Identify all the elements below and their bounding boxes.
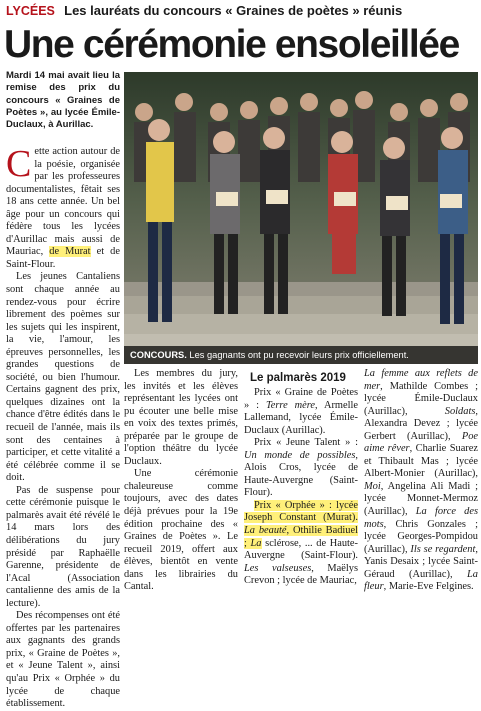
prize-orphee-title-1: La beauté (244, 525, 287, 537)
title-poe-aime-rever: Poe aime rêver (364, 430, 478, 455)
drop-cap: C (6, 143, 32, 185)
prize-jeune-talent-winner: , Alois Cros, lycée de Haute-Auvergne (Saint-Flour). (244, 449, 358, 499)
paragraph-4: Des récompenses ont été offertes par les partenaires aux gagnants des grands prix, « Graine de Poètes », et « Jeune Talent », ainsi qu'au Prix « Orphée » du lycée de chaque établissement. (6, 610, 120, 710)
prize-orphee-rest: sclérose, ... de Haute-Auvergne (Saint-Flour). (244, 537, 358, 562)
palmares-continued (364, 368, 478, 594)
section-rubric: LYCÉES (6, 4, 55, 18)
paragraph-1-end: et de Saint-Flour. (6, 246, 120, 270)
group-photo-illustration (124, 72, 478, 364)
photo-caption (124, 346, 478, 364)
winner-combes: , Mathilde Combes ; lycée Émile-Duclaux (Aurillac), (364, 380, 478, 417)
prize-graine (244, 387, 358, 437)
paragraph-3: Pas de suspense pour cette cérémonie puisque le palmarès avait été révélé le 14 mars lors des délibérations du jury présidé par Raphaëlle Garenne, présidente de l'Acal (Association cantalienne des amis de la lecture). (6, 484, 120, 609)
title-ils-se-regardent: Ils se regardent (410, 543, 476, 555)
paragraph-1 (6, 143, 120, 271)
chapo: Mardi 14 mai avait lieu la remise des prix du concours « Graines de Poètes », au lycée Émile-Duclaux, à Aurillac. (6, 70, 120, 131)
group-photo (124, 72, 478, 364)
article-column-2 (124, 368, 238, 593)
paragraph-6: Une cérémonie chaleureuse comme toujours, avec des dates déjà prévues pour la 19e édition prochaine des « Graines de Poètes ». Le recueil 2019, offert aux élèves, bientôt en vente dans les librairies du Cantal. (124, 468, 238, 593)
prize-graine-winner: , Armelle Lallemand, lycée Émile-Duclaux (Aurillac). (244, 399, 358, 436)
winner-ali-madi: , Angelina Ali Madi ; lycée Monnet-Mermoz (Aurillac), (364, 480, 478, 518)
title-force-des-mots: La force des mots (364, 506, 478, 530)
winner-desaix: , Yanis Desaix ; lycée Saint-Géraud (Aurillac), (364, 543, 478, 580)
title-moi: Moi (364, 480, 381, 492)
prize-jeune-talent (244, 437, 358, 500)
prize-jeune-talent-label: Prix « Jeune Talent » : (254, 437, 358, 449)
prize-orphee-title-2: La (250, 537, 262, 549)
prize-orphee-label: Prix « Orphée » : lycée Joseph Constant (Murat). (244, 499, 358, 524)
title-femme-aux-reflets: La femme aux reflets de mer (364, 368, 478, 392)
prize-jeune-talent-title: Un monde de possibles (244, 449, 356, 461)
prize-orphee-winner-1: , Othilie Badiuel ; (244, 525, 358, 549)
article-column-1 (6, 143, 120, 710)
winner-suarez-mas: , Charlie Suarez et Thibault Mas ; lycée Albert-Monier (Aurillac), (364, 443, 478, 480)
highlight-murat: de Murat (49, 246, 91, 258)
prize-graine-title: Terre mère (265, 399, 315, 411)
caption-label: CONCOURS. (130, 350, 187, 360)
paragraph-5: Les membres du jury, les invités et les élèves représentant les lycées ont pu écouter une belle mise en voix des textes primés, préparée par le groupe de l'option théâtre du lycée Duclaux. (124, 368, 238, 467)
title-la-fleur: La fleur (364, 568, 478, 593)
palmares-column (244, 368, 358, 587)
paragraph-1-text: ette action autour de la poésie, organisée par les professeures documentalistes, fêtait ses 18 ans cette année. Un bel âge pour un concours qui fédère tous les lycées d'Aurillac mais aussi de Mauriac, (6, 146, 120, 258)
prize-graine-label: Prix « Graine de Poètes » : (244, 387, 358, 411)
winner-devez: , Alexandra Devez ; lycée Gerbert (Aurillac), (364, 405, 478, 442)
prize-orphee-title-3: Les valseuses (244, 562, 312, 574)
kicker-text: Les lauréats du concours « Graines de poètes » réunis (64, 3, 403, 18)
palmares-title: Le palmarès 2019 (250, 372, 346, 384)
caption-text: Les gagnants ont pu recevoir leurs prix officiellement. (189, 350, 409, 360)
headline: Une cérémonie ensoleillée (4, 23, 459, 66)
paragraph-2: Les jeunes Cantaliens sont chaque année au rendez-vous pour écrire librement des poèmes sur les sujets qui les inspirent, la vie, l'amour, les épreuves personnelles, les grandes questions de société, ou bien l'humour. Certains gagnent des prix, quelques dizaines ont la chance d'être édités dans le recueil de l'année, mais ils sont des centaines à participer, et cette vitalité a été célébrée comme il se doit. (6, 271, 120, 484)
winner-felgines: , Marie-Eve Felgines. (383, 581, 474, 593)
kicker-line (6, 3, 476, 19)
title-soldats: Soldats (444, 405, 476, 417)
prize-orphee-rest-2: , Maëlys Crevon ; lycée de Mauriac, (244, 562, 358, 587)
palmares-column-continued (364, 368, 478, 593)
winner-gonzales: , Chris Gonzales ; lycée Georges-Pompidou (Aurillac), (364, 518, 478, 555)
prize-orphee (244, 500, 358, 588)
